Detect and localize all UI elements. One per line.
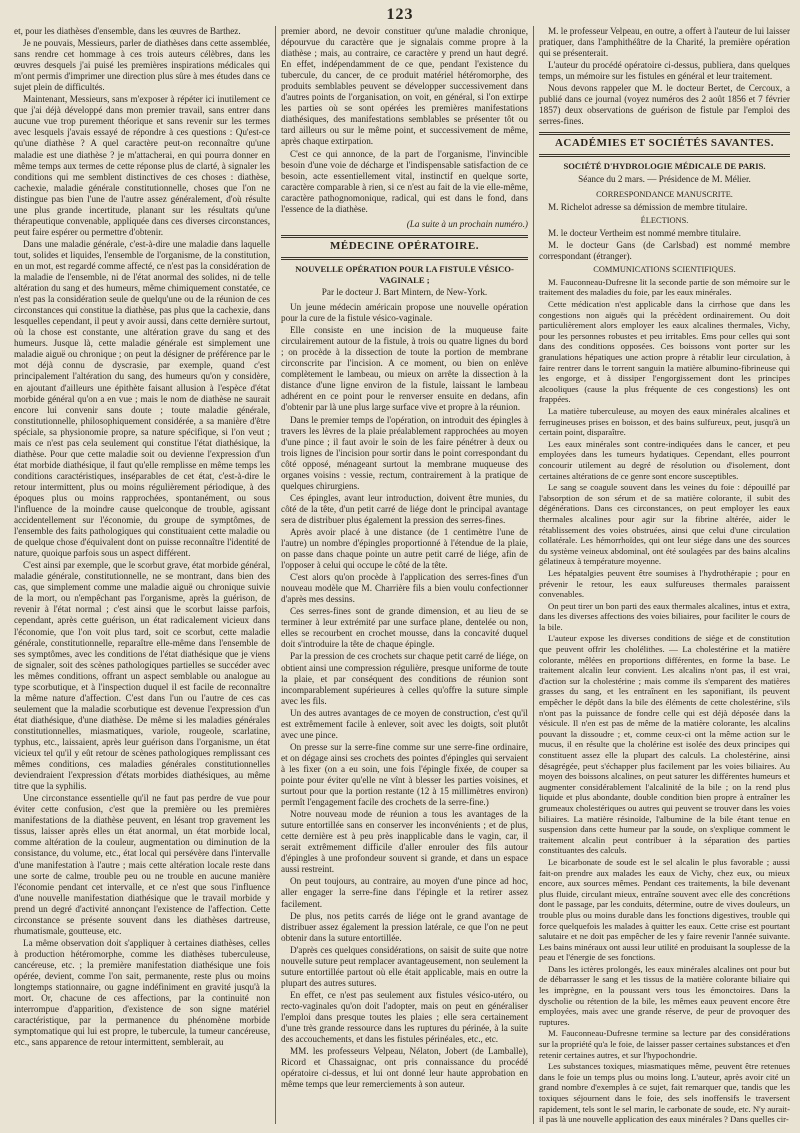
paragraph: On peut toujours, au contraire, au moyen d'une pince ad hoc, aller engager la serre-fine dans l'épingle et la retirer assez facilement.: [281, 876, 528, 909]
paragraph: En effet, ce n'est pas seulement aux fistules vésico-utéro, ou recto-vaginales qu'on doit l'adopter, mais on peut en généraliser l'emploi dans presque toutes les plaies ; elle sera certainement d'une très grande ressource dans les ruptures du périnée, à la suite des accouchements, et dans les fistules périnéales, etc., etc.: [281, 989, 528, 1045]
paragraph: Notre nouveau mode de réunion a tous les avantages de la suture entortillée sans en conserver les inconvénients ; et de plus, cette dernière est à peu près inapplicable dans le vagin, car, il serait extrêmement difficile d'aller enrouler des fils autour d'épingles à une profondeur souvent si grande, et dans un espace aussi restreint.: [281, 809, 528, 875]
paragraph: premier abord, ne devoir constituer qu'une maladie chronique, dépourvue du caractère que je signalais comme propre à la diathèse ; mais, au contraire, ce caractère y prend un haut degré. En effet, indépendamment de ce que, pendant l'existence du tubercule, du cancer, de ce produit matériel hétéromorphe, des produits semblables peuvent se développer successivement dans d'autres points de l'organisation, on voit, en général, si l'on extirpe les parties où se sont opérées les premières manifestations diathésiques, des manifestations semblables se présenter tôt ou tard ailleurs ou sur le même point, et successivement de même, après chaque extirpation.: [281, 26, 528, 147]
meeting-info: Séance du 2 mars. — Présidence de M. Mélier.: [578, 173, 751, 184]
paragraph: Le bicarbonate de soude est le sel alcalin le plus favorable ; aussi fait-on prendre aux malades les eaux de Vichy, chez eux, ou mieux encore, aux sources mêmes. Pendant ces traitements, la bile devenant plus fluide, circulant mieux, entraîne souvent avec elle des concrétions dont le passage, par les conduits, détermine, outre de vives douleurs, un trouble plus ou moins durable dans les fonctions digestives, trouble qui force quelquefois les malades à quitter les eaux. Cette crise est pourtant salutaire et ne doit pas empêcher de les y faire revenir l'année suivante. Les bains minéraux ont aussi leur utilité en produisant la souplesse de la peau et l'énergie de ses fonctions.: [539, 856, 790, 963]
section-divider: [281, 235, 528, 238]
column-middle: [281, 26, 528, 1126]
paragraph: C'est ainsi par exemple, que le scorbut grave, état morbide général, maladie générale, constitutionnelle, ne se montrant, dans bien des cas, que simplement comme une maladie aiguë ou chronique suivie de la mort, ou n'empêchant pas l'organisme, après la guérison, de revenir à l'état normal ; c'est ainsi que le scorbut laisse parfois, cependant, après cette guérison, un état radicalement vicieux dans l'économie, que l'on voit plus tard, soit ce scorbut, cette maladie générale, constitutionnelle, reparaître elle-même dans l'ensemble de ses symptômes, avec les conditions de l'état diathésique que je viens de signaler, soit des scènes pathologiques partielles se succéder avec les mêmes conditions, offrant un aspect semblable ou analogue au type scorbutique, et à l'inspection duquel il est facile de reconnaître la même nature d'affection. C'est dans l'un ou l'autre de ces cas seulement que la maladie scorbutique est devenue l'expression d'un état diathésique, d'une diathèse. De même si les maladies générales constitutionnelles, miasmatiques, variole, rougeole, scarlatine, typhus, etc., laissaient, après leur guérison dans l'organisme, un état vicieux tel qu'il y eût retour de scènes pathologiques remplissant ces mêmes conditions, ces maladies générales constitutionnelles deviendraient l'expression d'états morbides diathésiques, au même titre que la syphilis.: [14, 560, 270, 792]
article-title: NOUVELLE OPÉRATION POUR LA FISTULE VÉSICO-VAGINALE ;: [295, 263, 514, 285]
paragraph: Les hépatalgies peuvent être soumises à l'hydrothérapie ; pour en prévenir le retour, les eaux sulfureuses thermales paraissent convenables.: [539, 567, 790, 600]
paragraph: M. Richelot adresse sa démission de membre titulaire.: [548, 201, 748, 212]
section-divider: [539, 132, 790, 135]
paragraph: La même observation doit s'appliquer à certaines diathèses, celles à production hétéromorphe, comme les diathèses tuberculeuse, cancéreuse, etc. ; la première manifestation diathésique une fois opérée, devient, comme l'on sait, permanente, reste plus ou moins longtemps stationnaire, ou gagne indéfiniment en gravité jusqu'à la mort. Or, chacune de ces affections, par la continuité non interrompue d'apparition, d'existence de son signe matériel caractéristique, par la permanence du phénomène morbide symptomatique qui lui est propre, le tubercule, la tumeur cancéreuse, etc., sans apparence de retour intermittent, semblerait, au: [14, 937, 270, 1048]
paragraph: De plus, nos petits carrés de liége ont le grand avantage de distribuer assez également la pression latérale, ce que l'on ne peut obtenir dans la suture entortillée.: [281, 910, 528, 943]
column-right: [539, 26, 790, 1126]
paragraph: C'est alors qu'on procède à l'application des serres-fines d'un nouveau modèle que M. Charrière fils a bien voulu confectionner d'après mes dessins.: [281, 572, 528, 605]
page-number: 123: [386, 6, 414, 23]
paragraph: Après avoir placé à une distance (de 1 centimètre l'une de l'autre) un nombre d'épingles proportionné à l'étendue de la plaie, on passe dans chaque pointe un autre petit carré de liége, afin de l'opposer à celui qui occupe le côté de la tête.: [281, 526, 528, 571]
paragraph: Elle consiste en une incision de la muqueuse faite circulairement autour de la fistule, à trois ou quatre lignes du bord ; on procède à la dissection de toute la portion de membrane circonscrite par l'incision. A ce moment, ou bien on enlève complètement le lambeau, ou mieux on arrête la dissection à la distance d'une ligne environ de la fistule, laissant le lambeau adhérent en ce point pour le renverser ensuite en dedans, afin d'obtenir par là une plus large surface vive et propre à la réunion.: [281, 325, 528, 413]
paragraph: La matière tuberculeuse, au moyen des eaux minérales alcalines et ferrugineuses prises en boisson, et des bains sulfureux, peut, jusqu'à un certain point, disparaître.: [539, 406, 790, 438]
paragraph: M. le professeur Velpeau, en outre, a offert à l'auteur de lui laisser pratiquer, dans l'amphithéâtre de la Charité, la première opération qui se présenterait.: [539, 26, 790, 59]
paragraph: Dans le premier temps de l'opération, on introduit des épingles à travers les lèvres de la plaie préalablement rapprochées au moyen d'une pince ; il faut avoir le soin de les faire pénétrer à deux ou trois lignes de l'incision pour sortir dans le point correspondant du côté opposé, ménageant surtout la membrane muqueuse des organes voisins : vessie, rectum, contrairement à la pratique de quelques chirurgiens.: [281, 414, 528, 491]
paragraph: M. le docteur Gans (de Carlsbad) est nommé membre correspondant (étranger).: [539, 239, 790, 261]
paragraph: MM. les professeurs Velpeau, Nélaton, Jobert (de Lamballe), Ricord et Chassaignac, ont pris connaissance du procédé opératoire ci-dessus, et lui ont donné leur haute approbation en même temps que leur remerciements à son auteur.: [281, 1046, 528, 1090]
paragraph: Un des autres avantages de ce moyen de construction, c'est qu'il est extrêmement facile à enlever, soit avec les doigts, soit plutôt avec une pince.: [281, 707, 528, 740]
section-divider: [281, 257, 528, 260]
paragraph: Dans les ictères prolongés, les eaux minérales alcalines ont pour but de débarrasser le sang et les tissus de la matière colorante biliaire qui les imprègne, en la poussant vers tous les émonctoires. Dans la dyscholie ou rétention de la bile, les mêmes eaux peuvent encore être employées, mais avec une grande réserve, de peur de provoquer des ruptures.: [539, 963, 790, 1027]
paragraph: M. Fauconneau-Dufresne termine sa lecture par des considérations sur la propriété qu'a le foie, de laisser passer certaines substances et d'en retenir certaines autres, et sur l'hypochondrie.: [539, 1028, 790, 1060]
continued-note: (La suite à un prochain numéro.): [406, 218, 528, 229]
paragraph: et, pour les diathèses d'ensemble, dans les œuvres de Barthez.: [14, 26, 241, 36]
paragraph: On presse sur la serre-fine comme sur une serre-fine ordinaire, et on dégage ainsi ses crochets des pointes d'épingles qui servaient à les fixer (on a eu soin, une fois l'épingle fixée, de couper sa pointe pour éviter qu'elle ne vînt à blesser les parties voisines, et surtout pour que la portion restante (12 à 15 millimètres environ) permît l'engagement facile des crochets de la serre-fine.): [281, 741, 528, 808]
paragraph: L'auteur expose les diverses conditions de siége et de constitution que peuvent offrir les cholélithes. — La cholestérine et la matière colorante, mêlées en proportions différentes, en forme la base. Le traitement alcalin leur convient. Les alcalins n'ont pas, il est vrai, d'action sur la cholestérine ; mais comme ils s'emparent des matières grasses du sang, et les entraînent en les saponifiant, ils peuvent empêcher le dépôt dans la bile des éléments de cette cholestérine, s'ils n'ont pas la puissance de fondre celle qui est déjà déposée dans la vésicule. Il n'en est pas de même de la matière colorante, les alcalins pouvant la dissoudre ; et, comme ceux-ci ont la même action sur le mucus, il en résulte que la cholérine est isolée des deux principes qui constituent assez elle la plupart des calculs. La cholestérine, ainsi désagrégée, peut s'échapper plus facilement par les voies biliaires. Au moyen des boissons alcalines, on peut saturer les différentes humeurs et augmenter considérablement l'alcalinité de la bile ; on la rend plus liquide et plus abondante, double condition bien propre à entraîner les grumeaux cholestériques ou autres qui peuvent se trouver dans les voies biliaires. La matière résinoïde, l'albumine de la bile étant tenue en suspension dans cette humeur par la soude, on s'explique comment le traitement alcalin peut contribuer à la séparation des parties constituantes des calculs.: [539, 633, 790, 856]
paragraph: C'est ce qui annonce, de la part de l'organisme, l'invincible besoin d'une voie de décharge et l'indispensable satisfaction de ce besoin, acte essentiellement vital, instinctif en quelque sorte, caractère comparable à rien, si ce n'est au fait de la vie elle-même, caractère pathognomonique, radical, qui est dans le fond, dans l'essence de la diathèse.: [281, 148, 528, 214]
column-left: [14, 26, 270, 1126]
paragraph: M. le docteur Vertheim est nommé membre titulaire.: [548, 227, 741, 238]
column-rule: [275, 26, 276, 1124]
paragraph: M. Fauconneau-Dufresne lit la seconde partie de son mémoire sur le traitement des maladies du foie, par les eaux minérales.: [539, 276, 790, 298]
paragraph: Par la pression de ces crochets sur chaque petit carré de liége, on obtient ainsi une compression régulière, presque uniforme de toute la plaie, et par conséquent des conditions de réunion sont incomparablement supérieures à celles qu'offre la suture simple avec les fils.: [281, 651, 528, 706]
paragraph: Les substances toxiques, miasmatiques même, peuvent être retenues dans le foie un temps plus ou moins long. L'auteur, après avoir cité un grand nombre d'exemples à ce sujet, fait remarquer que, tandis que les toxiques séjournent dans le foie, des sels inoffensifs le traversent rapidement, tels sont le sel marin, le carbonate de soude, etc. N'y aurait-il pas là une nouvelle application des eaux minérales ? Dans quelles cir-: [539, 1061, 790, 1125]
subheading-communications: COMMUNICATIONS SCIENTIFIQUES.: [593, 264, 736, 274]
paragraph: Ces serres-fines sont de grande dimension, et au lieu de se terminer à leur extrémité par une surface plane, dentelée ou non, elles se recourbent en crochet mousse, dans la concavité duquel doit s'introduire la tête de chaque épingle.: [281, 606, 528, 650]
section-divider: [539, 154, 790, 157]
section-title: MÉDECINE OPÉRATOIRE.: [330, 239, 479, 252]
society-name: SOCIÉTÉ D'HYDROLOGIE MÉDICALE DE PARIS.: [563, 161, 766, 172]
article-author: Par le docteur J. Bart Mintern, de New-York.: [321, 286, 488, 297]
paragraph: Un jeune médecin américain propose une nouvelle opération pour la cure de la fistule vésico-vaginale.: [281, 302, 528, 324]
subheading-correspondence: CORRESPONDANCE MANUSCRITE.: [596, 189, 733, 199]
subheading-elections: ÉLECTIONS.: [640, 215, 689, 225]
paragraph: Une circonstance essentielle qu'il ne faut pas perdre de vue pour éviter cette confusion, c'est que la première ou les premières manifestations de la diathèse peuvent, en lésant trop gravement les tissus, laisser après elles un état anormal, un état morbide local, comme altération de la couleur, augmentation ou diminution de la consistance, du volume, etc., état local qui persévère dans l'intervalle d'une manifestation à l'autre ; mais cette altération locale reste dans une sorte de calme, trouble peu ou ne trouble en aucune manière l'économie pendant cet intervalle, et ce n'est que sous l'influence d'une nouvelle manifestation diathésique que le travail morbide y prend un degré d'activité annonçant l'existence de l'affection. Cette circonstance se présente souvent dans les diathèses dartreuse, rhumatismale, goutteuse, etc.: [14, 793, 270, 936]
paragraph: Dans une maladie générale, c'est-à-dire une maladie dans laquelle tout, solides et liquides, l'ensemble de l'organisme, de la constitution, en un mot, est regardé comme affecté, ce n'est pas la considération de la maladie de l'ensemble, ni de l'état anormal des solides, ni de telle altération du sang et des humeurs, même chimiquement constatée, ce n'est pas la considération seule de quelqu'une ou de la réunion de ces circonstances qui constitue la diathèse, pas plus que la cachexie, dans lesquelles cependant, il peut y avoir aussi, dans cette dernière surtout, où la chose est constante, une altération grave du sang et des humeurs. Jusque là, cette maladie générale est simplement une maladie aiguë ou chronique ; on peut la désigner de préférence par le mot déjà connu de dyscrasie, par exemple, quand c'est principalement l'altération du sang, des humeurs qu'on y considère, en ajoutant d'ailleurs une épithète faisant allusion à l'espèce d'état morbide général qu'on a en vue ; mais le nom de diathèse ne saurait encore lui convenir sans doute ; toute maladie générale, constitutionnelle, philosophiquement considérée, a sa manière d'être spéciale, sa physionomie propre, sa nature spécifique, si l'on veut ; mais ce n'est pas cela seulement qui constitue l'état diathésique, la diathèse. Pour que cette maladie soit ou devienne l'expression d'un état morbide diathésique, il faut qu'elle remplisse en même temps les conditions caractéristiques, inséparables de cet état, c'est-à-dire le retour intermittent, plus ou moins régulièrement périodique, à des époques plus ou moins rapprochées, spontanément, ou sous l'influence de la moindre cause quelconque de trouble, agissant accidentellement sur l'économie, du groupe de symptômes, de l'ensemble des faits pathologiques qui constituaient cette maladie ou de quelque chose d'équivalent dont on puisse reconnaître l'identité de nature, quoique parfois sous un aspect différent.: [14, 238, 270, 559]
paragraph: Je ne pouvais, Messieurs, parler de diathèses dans cette assemblée, sans rendre cet hommage à ces trois auteurs célèbres, dans les œuvres desquels j'ai puisé les premières inspirations médicales qui m'ont permis d'imprimer une direction plus sûre à mes études dans ce sujet plein de difficultés.: [14, 38, 270, 93]
paragraph: D'après ces quelques considérations, on saisit de suite que notre nouvelle suture peut remplacer avantageusement, non seulement la suture entortillée partout où elle était applicable, mais en outre la plupart des autres sutures.: [281, 944, 528, 988]
column-rule: [533, 26, 534, 1124]
paragraph: Cette médication n'est applicable dans la cirrhose que dans les congestions non aiguës qui la précèdent ordinairement. Ou doit particulièrement alors employer les eaux alcalines thermales, Vichy, pour les personnes robustes et peu irritables. Ems pour celles qui sont dans des conditions opposées. Ces boissons vont porter sur les granulations hépatiques une action propre à rétablir leur circulation, à faire rentrer dans le torrent sanguin la matière albumino-fibrineuse qui les engorge, et à dissiper l'engorgissement dont les principes alcooliques (cause la plus fréquente de ces congestions) les ont frappées.: [539, 299, 790, 405]
paragraph: Le sang se coagule souvent dans les veines du foie : dépouillé par l'absorption de son sérum et de sa matière colorante, il subit des dégénérations. Dans ces circonstances, on peut employer les eaux thermales alcalines pour agir sur la fibrine altérée, aider le rétablissement des voies obstruées, ainsi que celui d'une circulation collatérale. Les hémorrhoïdes, qui ont leur siége dans une des sources du système veineux abdominal, ont été soulagées par des bains alcalins gélatineux à température moyenne.: [539, 482, 790, 567]
paragraph: Maintenant, Messieurs, sans m'exposer à répéter ici inutilement ce que j'ai déjà développé dans mon premier travail, sans entrer dans aucune vue trop purement théorique et sans revenir sur les termes avec lesquels j'avais essayé de répondre à ces questions : Qu'est-ce qu'une diathèse ? A quel caractère peut-on reconnaître qu'une maladie est une diathèse ? je m'attacherai, en qui pourra donner en même temps aux termes de cette réponse plus de clarté, à signaler les conditions qui me semblent distinctives de ces choses : diathèse, cachexie, maladie générale constitutionnelle, choses que l'on ne distingue pas bien l'une de l'autre assez généralement, d'où résulte une plus grande incertitude, planant sur les résultats qu'une thérapeutique convenable, appliquée dans ces diverses circonstances, peut faire espérer ou permettre d'obtenir.: [14, 94, 270, 237]
paragraph: L'auteur du procédé opératoire ci-dessus, publiera, dans quelques temps, un mémoire sur les fistules en général et leur traitement.: [539, 60, 790, 82]
paragraph: Nous devons rappeler que M. le docteur Bertet, de Cercoux, a publié dans ce journal (voyez numéros des 2 août 1856 et 7 février 1857) deux observations de guérison de fistule par l'emploi des serres-fines.: [539, 83, 790, 127]
communications-body: [539, 277, 790, 1125]
paragraph: On peut tirer un bon parti des eaux thermales alcalines, intus et extra, dans les diverses affections des voies biliaires, pour faciliter le cours de la bile.: [539, 600, 790, 632]
paragraph: Les eaux minérales sont contre-indiquées dans le cancer, et peu employées dans les tumeurs hydatiques. Cependant, elles pourront concourir utilement au degré de résolution ou d'isolement, dont certaines altérations de ce genre sont encore susceptibles.: [539, 438, 790, 481]
paragraph: Ces épingles, avant leur introduction, doivent être munies, du côté de la tête, d'un petit carré de liége dont le principal avantage sera de distribuer plus également la pression des serres-fines.: [281, 492, 528, 525]
section-title: ACADÉMIES ET SOCIÉTÉS SAVANTES.: [554, 137, 775, 150]
